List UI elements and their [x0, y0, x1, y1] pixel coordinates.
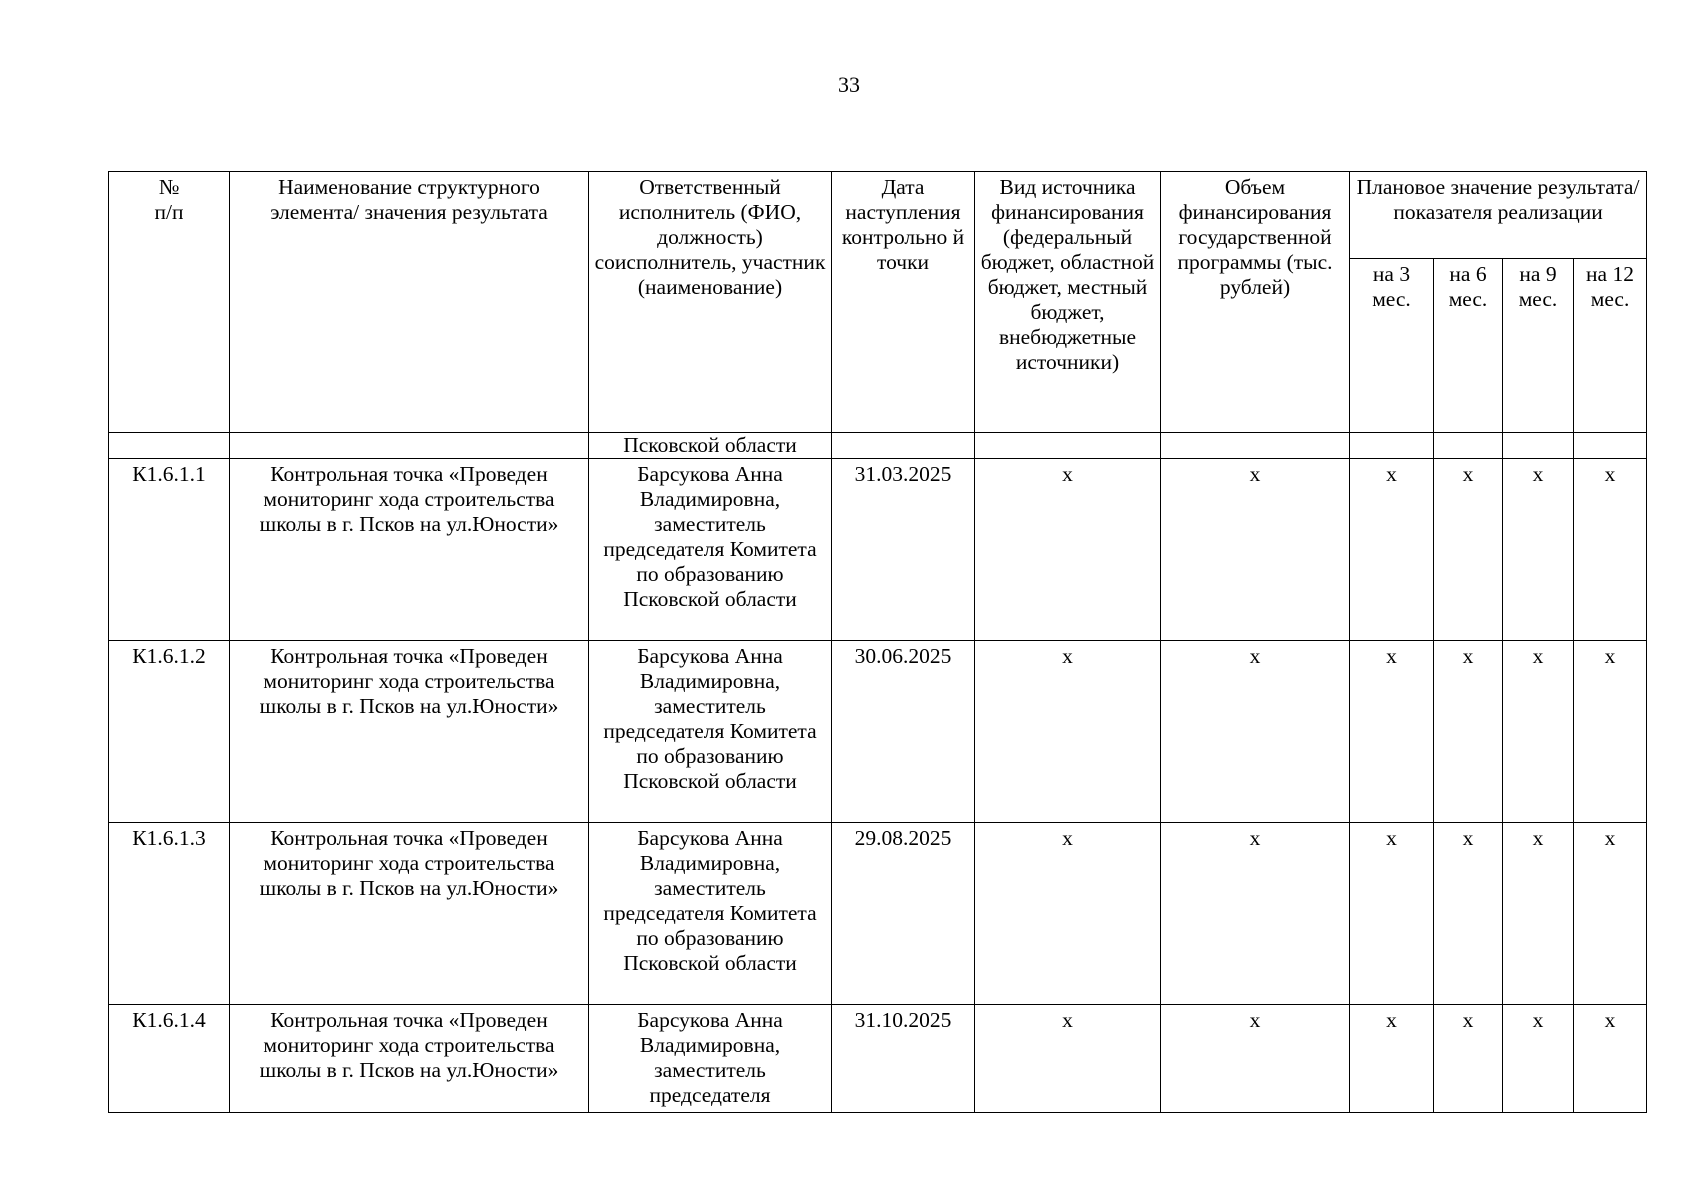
page-number: 33	[838, 72, 860, 97]
cell-element-name: Контрольная точка «Проведен мониторинг хода строительства школы в г. Псков на ул.Юности»	[230, 459, 589, 641]
header-month-9: на 9 мес.	[1503, 259, 1574, 433]
cell-month-6: х	[1434, 823, 1503, 1005]
cell-date: 31.10.2025	[832, 1005, 975, 1113]
header-number: № п/п	[109, 172, 230, 433]
cell-funding-volume: х	[1161, 641, 1350, 823]
header-date: Дата наступления контрольно й точки	[832, 172, 975, 433]
cell-element-name: Контрольная точка «Проведен мониторинг хода строительства школы в г. Псков на ул.Юности»	[230, 1005, 589, 1113]
cell-month-6: х	[1434, 459, 1503, 641]
table-header-row	[109, 172, 1647, 259]
cell-empty	[1503, 433, 1574, 459]
header-month-6: на 6 мес.	[1434, 259, 1503, 433]
cell-empty	[975, 433, 1161, 459]
cell-empty	[1350, 433, 1434, 459]
cell-month-12: х	[1574, 823, 1647, 1005]
cell-month-6: х	[1434, 1005, 1503, 1113]
cell-month-12: х	[1574, 1005, 1647, 1113]
cell-month-3: х	[1350, 1005, 1434, 1113]
cell-element-name: Контрольная точка «Проведен мониторинг хода строительства школы в г. Псков на ул.Юности»	[230, 641, 589, 823]
table-row	[109, 823, 1647, 1005]
cell-responsible: Псковской области	[589, 433, 832, 459]
cell-date: 30.06.2025	[832, 641, 975, 823]
cell-funding-volume: х	[1161, 823, 1350, 1005]
cell-number: К1.6.1.1	[109, 459, 230, 641]
cell-empty	[230, 433, 589, 459]
header-month-3: на 3 мес.	[1350, 259, 1434, 433]
cell-empty	[832, 433, 975, 459]
cell-date: 31.03.2025	[832, 459, 975, 641]
table-row	[109, 1005, 1647, 1113]
table-row	[109, 641, 1647, 823]
cell-number: К1.6.1.4	[109, 1005, 230, 1113]
cell-empty	[1574, 433, 1647, 459]
cell-funding-volume: х	[1161, 1005, 1350, 1113]
cell-month-9: х	[1503, 1005, 1574, 1113]
cell-responsible: Барсукова Анна Владимировна, заместитель председателя Комитета по образованию Псковской области	[589, 459, 832, 641]
header-month-12: на 12 мес.	[1574, 259, 1647, 433]
header-planned-value: Плановое значение результата/показателя реализации	[1350, 172, 1647, 259]
cell-empty	[1434, 433, 1503, 459]
cell-responsible: Барсукова Анна Владимировна, заместитель председателя Комитета по образованию Псковской области	[589, 823, 832, 1005]
cell-month-9: х	[1503, 823, 1574, 1005]
header-funding-volume: Объем финансирования государственной программы (тыс. рублей)	[1161, 172, 1350, 433]
header-element-name: Наименование структурного элемента/ значения результата	[230, 172, 589, 433]
cell-month-3: х	[1350, 823, 1434, 1005]
header-responsible: Ответственный исполнитель (ФИО, должность) соисполнитель, участник (наименование)	[589, 172, 832, 433]
cell-responsible: Барсукова Анна Владимировна, заместитель председателя Комитета по образованию Псковской области	[589, 641, 832, 823]
cell-funding-source: х	[975, 823, 1161, 1005]
cell-month-9: х	[1503, 459, 1574, 641]
control-points-table	[108, 171, 1647, 1113]
cell-date: 29.08.2025	[832, 823, 975, 1005]
cell-month-9: х	[1503, 641, 1574, 823]
cell-month-12: х	[1574, 459, 1647, 641]
cell-funding-source: х	[975, 1005, 1161, 1113]
cell-funding-source: х	[975, 641, 1161, 823]
cell-empty	[1161, 433, 1350, 459]
cell-month-6: х	[1434, 641, 1503, 823]
cell-funding-source: х	[975, 459, 1161, 641]
cell-funding-volume: х	[1161, 459, 1350, 641]
continuation-row	[109, 433, 1647, 459]
cell-element-name: Контрольная точка «Проведен мониторинг хода строительства школы в г. Псков на ул.Юности»	[230, 823, 589, 1005]
cell-empty	[109, 433, 230, 459]
cell-month-12: х	[1574, 641, 1647, 823]
cell-month-3: х	[1350, 641, 1434, 823]
cell-number: К1.6.1.2	[109, 641, 230, 823]
cell-month-3: х	[1350, 459, 1434, 641]
table-row	[109, 459, 1647, 641]
cell-responsible: Барсукова Анна Владимировна, заместитель председателя	[589, 1005, 832, 1113]
cell-number: К1.6.1.3	[109, 823, 230, 1005]
header-funding-source: Вид источника финансирования (федеральный бюджет, областной бюджет, местный бюджет, внебюджетные источники)	[975, 172, 1161, 433]
